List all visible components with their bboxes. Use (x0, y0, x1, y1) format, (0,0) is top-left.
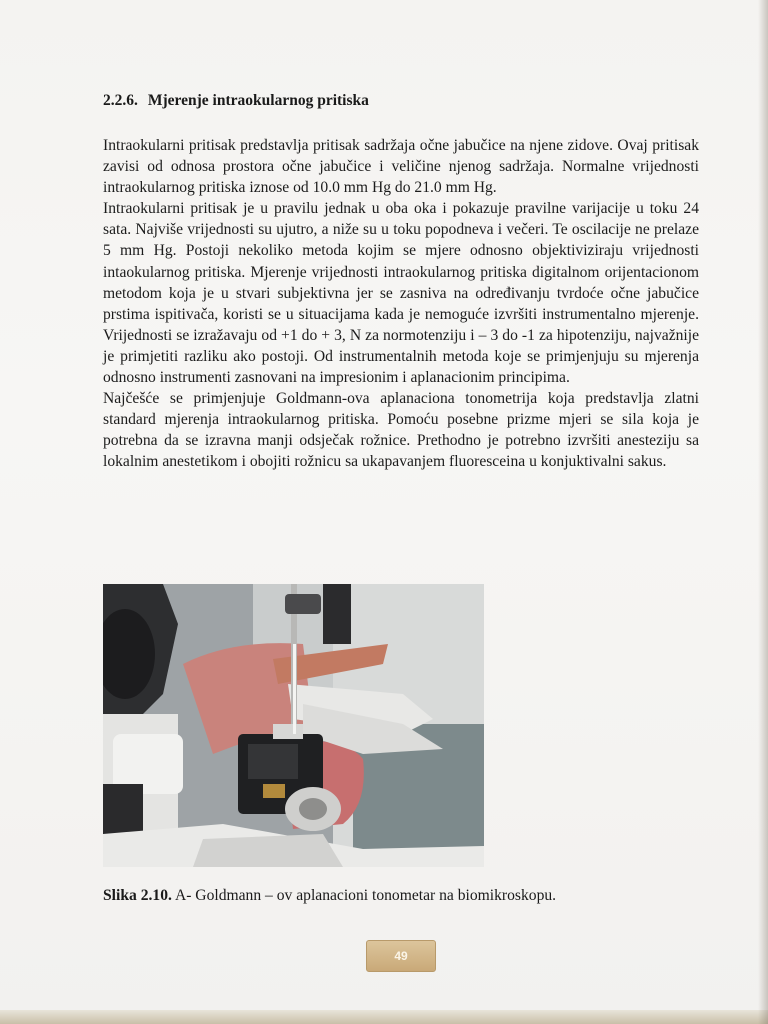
body-text (103, 135, 699, 473)
figure-caption-text: A- Goldmann – ov aplanacioni tonometar na biomikroskopu. (174, 887, 557, 904)
page-number: 49 (366, 940, 436, 972)
figure-caption (103, 887, 556, 905)
section-number: 2.2.6. (103, 92, 138, 109)
tonometer-photo (103, 584, 484, 867)
paragraph-3: Najčešće se primjenjuje Goldmann-ova aplanaciona tonometrija koja predstavlja zlatni standard mjerenja intraokularnog pritiska. Pomoću posebne prizme mjeri se sila koja je potrebna da se izravna manji odsječak rožnice. Prethodno je potrebno izvršiti anesteziju sa lokalnim anestetikom i obojiti rožnicu sa ukapavanjem fluoresceina u konjuktivalni sakus. (103, 390, 699, 471)
figure-label: Slika 2.10. (103, 887, 172, 904)
section-heading (103, 92, 369, 110)
paragraph-2: Intraokularni pritisak je u pravilu jednak u oba oka i pokazuje pravilne varijacije u toku 24 sata. Najviše vrijednosti su ujutro, a niže su u toku popodneva i večeri. Te oscilacije ne prelaze 5 mm Hg. Postoji nekoliko metoda kojim se mjere odnosno objektiviziraju vrijednosti intaokularnog pritiska. Mjerenje vrijednosti intraokularnog pritiska digitalnom orijentacionom metodom koja je u stvari subjektivna jer se zasniva na određivanju tvrdoće očne jabučice prstima ispitivača, koristi se u situacijama kada je nemoguće izvršiti instrumentalno mjerenje. Vrijednosti se izražavaju od +1 do + 3, N za normotenziju i – 3 do -1 za hipotenziju, najvažnije je primjetiti razliku ako postoji. Od instrumentalnih metoda koje se primjenjuju su mjerenja odnosno instrumenti zasnovani na impresionim i aplanacionim principima. (103, 200, 699, 387)
section-title: Mjerenje intraokularnog pritiska (147, 92, 369, 109)
paragraph-1: Intraokularni pritisak predstavlja pritisak sadržaja očne jabučice na njene zidove. Ovaj pritisak zavisi od odnosa prostora očne jabučice i veličine njenog sadržaja. Normalne vrijednosti intraokularnog pritiska iznose od 10.0 mm Hg do 21.0 mm Hg. (103, 137, 699, 197)
page-edge (0, 1010, 768, 1024)
